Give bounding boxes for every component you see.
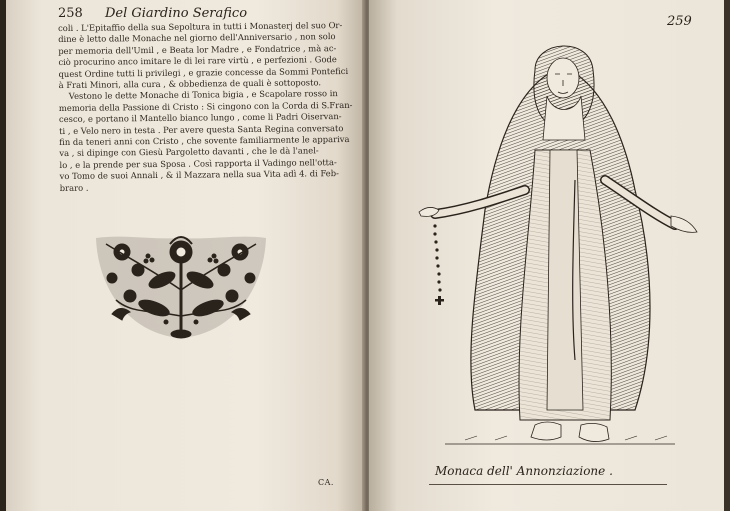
text-line: vo Tomo de suoi Annali , & il Mazzara nella sua Vita adì 4. di Feb-	[59, 168, 339, 182]
text-line: à Frati Minori, alla cura , & obbedienza de quali è sottoposto.	[58, 77, 322, 91]
text-line: braro .	[59, 182, 89, 193]
right-page-number: 259	[667, 14, 692, 29]
left-running-head	[58, 6, 358, 21]
text-line: lo , e la prende per sua Sposa . Così rapporta il Vadingo nell'otta-	[59, 156, 337, 170]
right-page	[369, 0, 724, 511]
text-line: va , si dipinge con Giesù Pargoletto davanti , che le dà l'anel-	[59, 145, 319, 159]
running-head-title: Del Giardino Serafico	[104, 6, 248, 21]
left-page	[6, 0, 366, 511]
text-line: ciò procurino anco imitare le di lei rare virtù , e perfezioni . Gode	[58, 54, 337, 68]
text-line: memoria della Passione di Cristo : Si cingono con la Corda di S.Fran-	[58, 99, 353, 113]
text-line: ti , e Velo nero in testa . Per avere questa Santa Regina conversato	[59, 122, 344, 136]
illustration-caption: Monaca dell' Annonziazione .	[435, 464, 613, 478]
floral-ornament-icon	[92, 230, 270, 342]
catchword: CA.	[318, 478, 334, 487]
text-line: fin da teneri anni con Cristo , che sovente familiarmente le appariva	[59, 134, 350, 148]
text-line: Vestono le dette Monache di Tonica bigia , e Scapolare rosso in	[68, 88, 338, 102]
text-line: dine è letto dalle Monache nel giorno dell'Anniversario , non solo	[58, 31, 336, 45]
text-line: per memoria dell'Umil , e Beata lor Madre , e Fondatrice , mà ac-	[58, 42, 337, 56]
text-line: coli . L'Epitaffio della sua Sepoltura in tutti i Monasterj del suo Or-	[58, 20, 343, 33]
text-line: cesco, e portano il Mantello bianco lungo , come li Padri Oiservan-	[58, 111, 342, 125]
book-edge-right	[724, 0, 730, 511]
body-text	[58, 20, 358, 194]
text-line: quest Ordine tutti li privilegi , e grazie concesse da Sommi Pontefici	[58, 65, 349, 79]
left-page-number: 258	[58, 6, 83, 21]
nun-engraving-icon	[405, 30, 715, 466]
caption-rule	[429, 484, 667, 485]
